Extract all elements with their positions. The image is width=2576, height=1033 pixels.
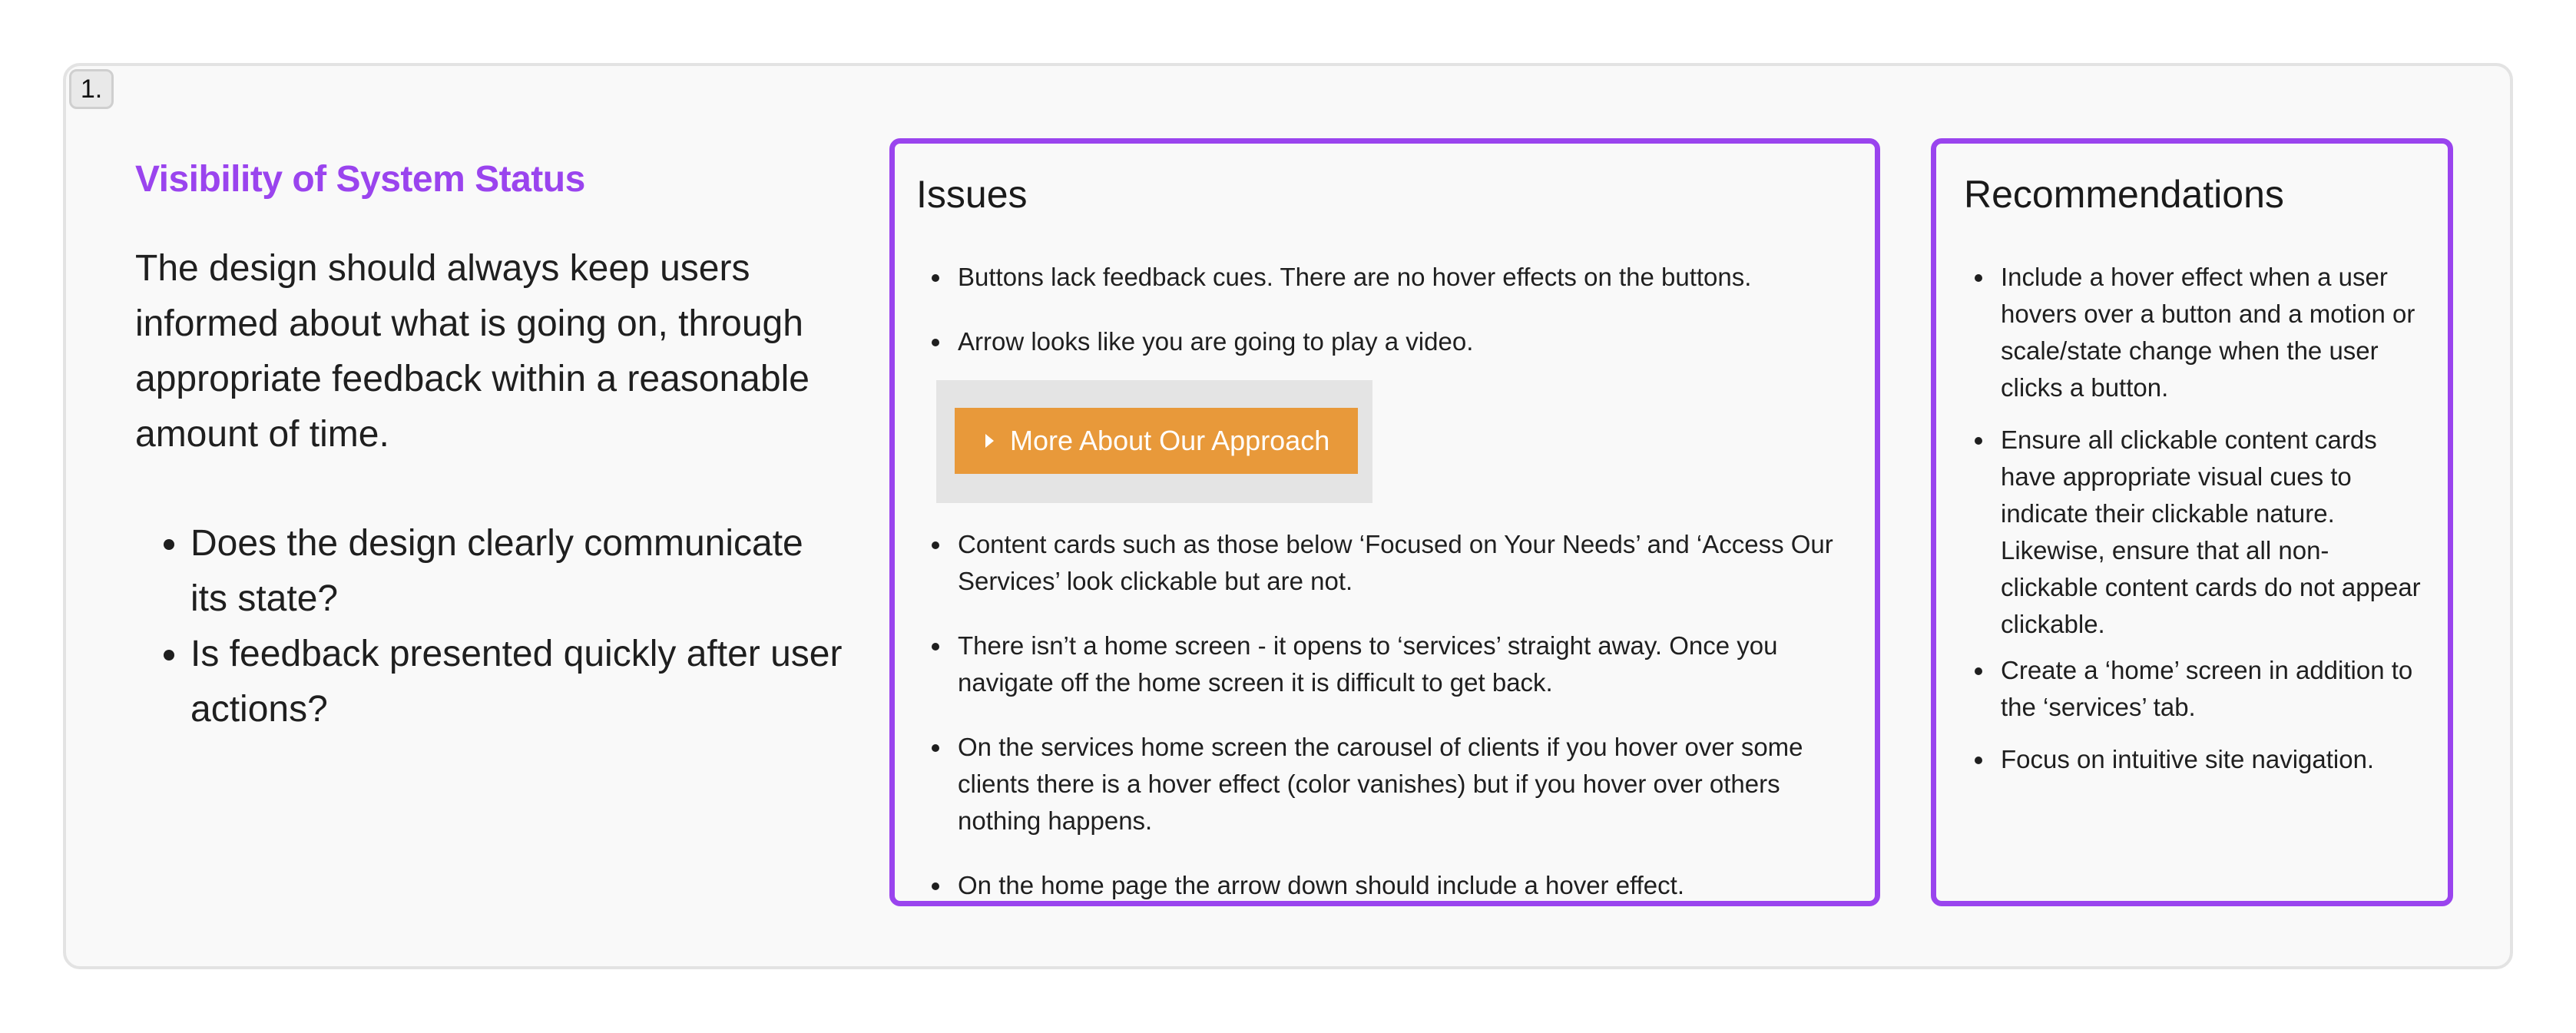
recommendation-item: Ensure all clickable content cards have appropriate visual cues to indicate their clickable nature. Likewise, ensure that all non-clickable content cards do not appear clickable. <box>1964 422 2425 643</box>
heuristic-card <box>63 63 2513 969</box>
recommendation-item: Focus on intuitive site navigation. <box>1964 741 2425 778</box>
heuristic-questions <box>135 516 849 737</box>
approach-button-label: More About Our Approach <box>1010 425 1330 456</box>
more-about-approach-button[interactable] <box>955 408 1358 474</box>
heuristic-number-badge: 1. <box>69 69 114 109</box>
issue-item: Content cards such as those below ‘Focused on Your Needs’ and ‘Access Our Services’ look clickable but are not. <box>921 526 1843 600</box>
issues-panel <box>889 138 1880 906</box>
play-triangle-icon <box>985 434 994 448</box>
button-example-screenshot <box>936 380 1372 503</box>
issue-item: On the home page the arrow down should include a hover effect. <box>921 867 1843 904</box>
heuristic-description: The design should always keep users informed about what is going on, through appropriate feedback within a reasonable amount of time. <box>135 248 810 455</box>
issues-list <box>921 259 1843 932</box>
recommendations-panel <box>1931 138 2453 906</box>
recommendation-item: Create a ‘home’ screen in addition to the ‘services’ tab. <box>1964 652 2425 726</box>
heuristic-summary <box>135 157 849 737</box>
recommendations-list <box>1964 259 2425 793</box>
issue-item: There isn’t a home screen - it opens to ‘services’ straight away. Once you navigate off the home screen it is difficult to get back. <box>921 627 1843 701</box>
issue-item: On the services home screen the carousel of clients if you hover over some clients there is a hover effect (color vanishes) but if you hover over others nothing happens. <box>921 729 1843 839</box>
issues-title: Issues <box>916 173 1028 216</box>
issue-item: Buttons lack feedback cues. There are no hover effects on the buttons. <box>921 259 1843 296</box>
question-item: • Is feedback presented quickly after user actions? <box>190 627 849 737</box>
heuristic-title: Visibility of System Status <box>135 159 585 200</box>
issue-item: Arrow looks like you are going to play a video. <box>921 323 1843 360</box>
recommendations-title: Recommendations <box>1964 173 2284 216</box>
recommendation-item: Include a hover effect when a user hovers over a button and a motion or scale/state change when the user clicks a button. <box>1964 259 2425 406</box>
question-item: • Does the design clearly communicate its state? <box>190 516 849 627</box>
